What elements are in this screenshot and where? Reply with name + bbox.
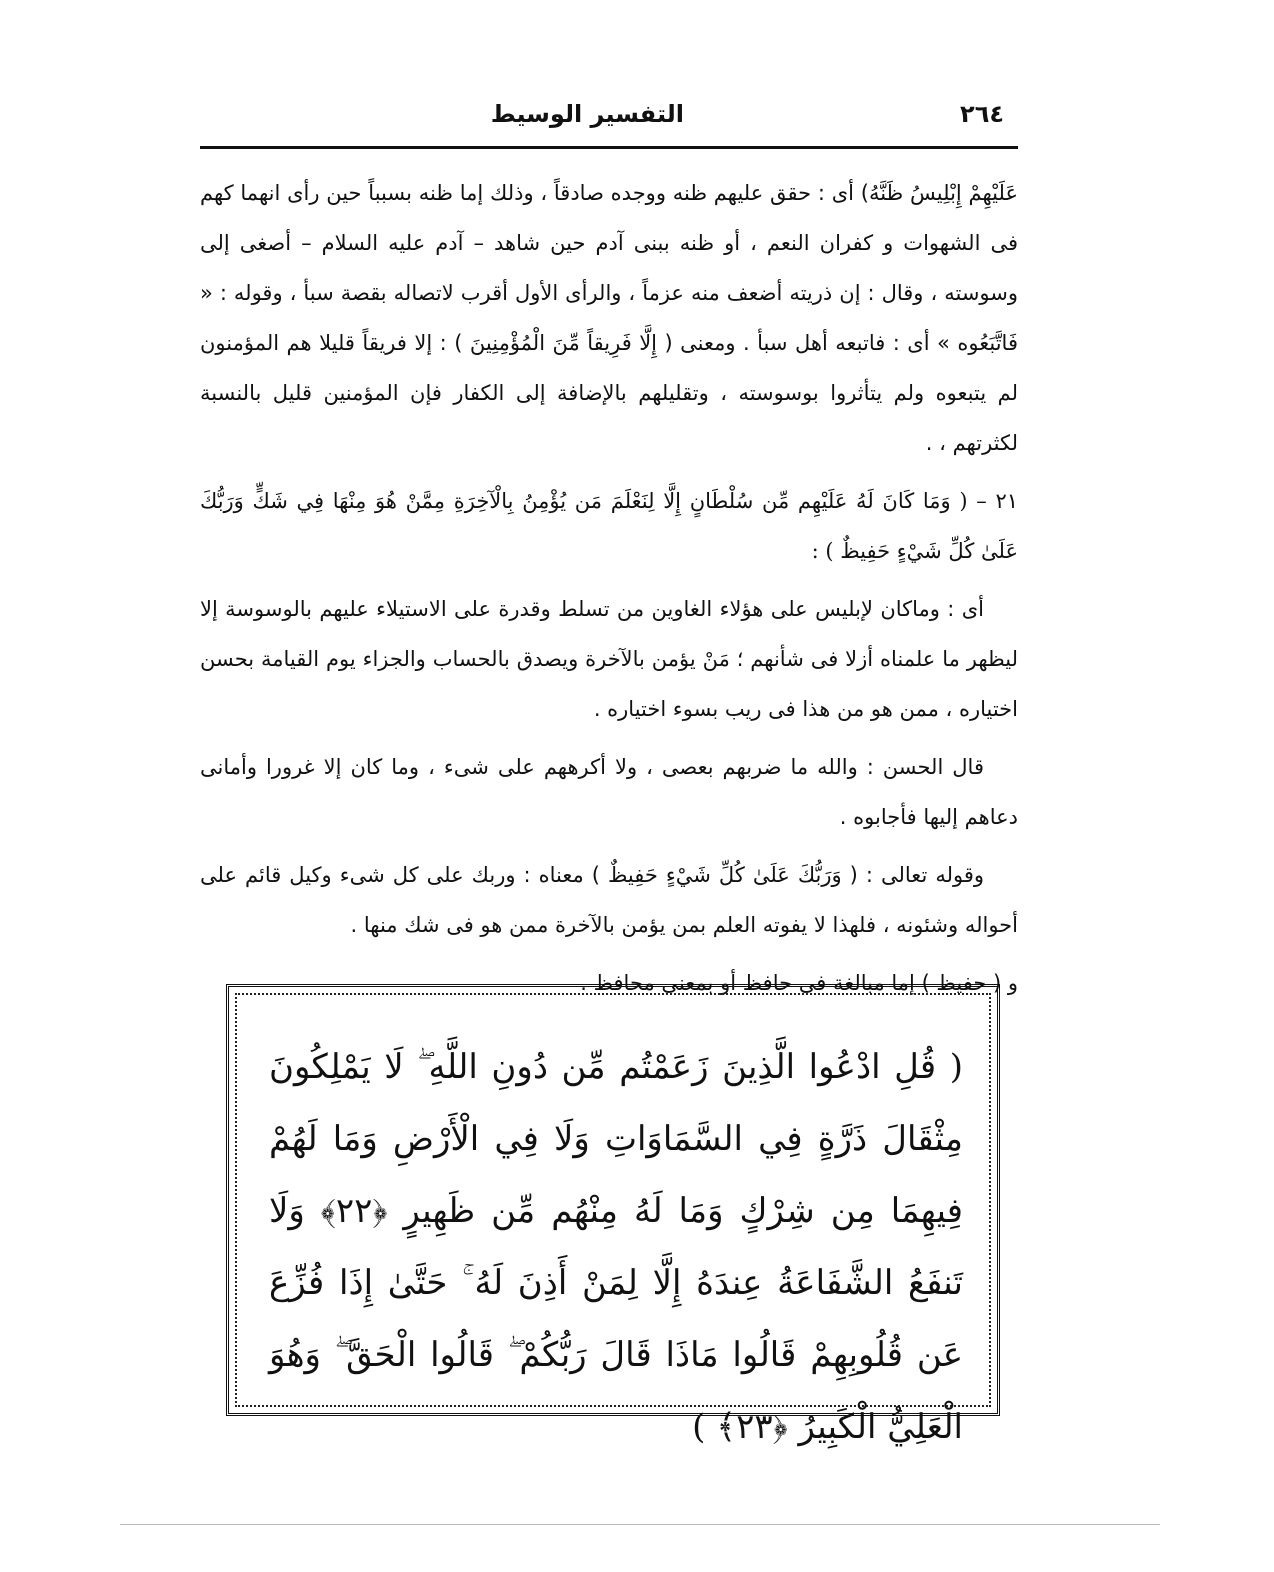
- paragraph-5: وقوله تعالى : ( وَرَبُّكَ عَلَىٰ كُلِّ شَيْءٍ حَفِيظٌ ) معناه : وربك على كل شىء وكيل قائم على أحواله وشئونه ، فلهذا لا يفوته العلم بمن يؤمن بالآخرة ممن هو فى شك منها .: [200, 863, 1018, 937]
- quran-verse-box: [226, 984, 1000, 1447]
- running-title: التفسير الوسيط: [490, 100, 684, 128]
- page-header: [200, 92, 1018, 144]
- bottom-scan-line: [120, 1524, 1160, 1525]
- paragraph-1: عَلَيْهِمْ إِبْلِيسُ ظَنَّهُ) أى : حقق عليهم ظنه ووجده صادقاً ، وذلك إما ظنه بسبباً حين رأى انهما كهم فى الشهوات و كفران النعم ، أو ظنه ببنى آدم حين شاهد – آدم عليه السلام – أصغى إلى وسوسته ، وقال : إن ذريته أضعف منه عزماً ، والرأى الأول أقرب لاتصاله بقصة سبأ ، وقوله : « فَاتَّبَعُوه » أى : فاتبعه أهل سبأ . ومعنى ( إِلَّا فَرِيقاً مِّنَ الْمُؤْمِنِينَ ) : إلا فريقاً قليلا هم المؤمنون لم يتبعوه ولم يتأثروا بوسوسته ، وتقليلهم بالإضافة إلى الكفار فإن المؤمنين قليل بالنسبة لكثرتهم ، .: [200, 181, 1018, 455]
- paragraph-4: قال الحسن : والله ما ضربهم بعصى ، ولا أكرههم على شىء ، وما كان إلا غرورا وأمانى دعاهم إليها فأجابوه .: [200, 755, 1018, 829]
- verse-21-heading: ٢١ – ( وَمَا كَانَ لَهُ عَلَيْهِم مِّن سُلْطَانٍ إِلَّا لِنَعْلَمَ مَن يُؤْمِنُ بِالْآخِرَةِ مِمَّنْ هُوَ مِنْهَا فِي شَكٍّ وَرَبُّكَ عَلَىٰ كُلِّ شَيْءٍ حَفِيظٌ ) :: [200, 489, 1018, 563]
- page-number: ٢٦٤: [960, 100, 1004, 128]
- paragraph-6: و ( حفيظ ) إما مبالغة فى حافظ أو بمعنى محافظ .: [580, 971, 1018, 995]
- commentary-body: [200, 168, 1018, 1016]
- paragraph-3: أى : وماكان لإبليس على هؤلاء الغاوين من تسلط وقدرة على الاستيلاء عليهم بالوسوسة إلا ليظهر ما علمناه أزلا فى شأنهم ؛ مَنْ يؤمن بالآخرة ويصدق بالحساب والجزاء يوم القيامة بحسن اختياره ، ممن هو من هذا فى ريب بسوء اختياره .: [200, 597, 1018, 721]
- header-rule: [200, 146, 1018, 149]
- quran-verses-22-23: ( قُلِ ادْعُوا الَّذِينَ زَعَمْتُم مِّن دُونِ اللَّهِ ۖ لَا يَمْلِكُونَ مِثْقَالَ ذَرَّةٍ فِي السَّمَاوَاتِ وَلَا فِي الْأَرْضِ وَمَا لَهُمْ فِيهِمَا مِن شِرْكٍ وَمَا لَهُ مِنْهُم مِّن ظَهِيرٍ ﴿٢٢﴾ وَلَا تَنفَعُ الشَّفَاعَةُ عِندَهُ إِلَّا لِمَنْ أَذِنَ لَهُ ۚ حَتَّىٰ إِذَا فُزِّعَ عَن قُلُوبِهِمْ قَالُوا مَاذَا قَالَ رَبُّكُمْ ۖ قَالُوا الْحَقَّ ۖ وَهُوَ الْعَلِيُّ الْكَبِيرُ ﴿٢٣﴾ ): [269, 1047, 963, 1447]
